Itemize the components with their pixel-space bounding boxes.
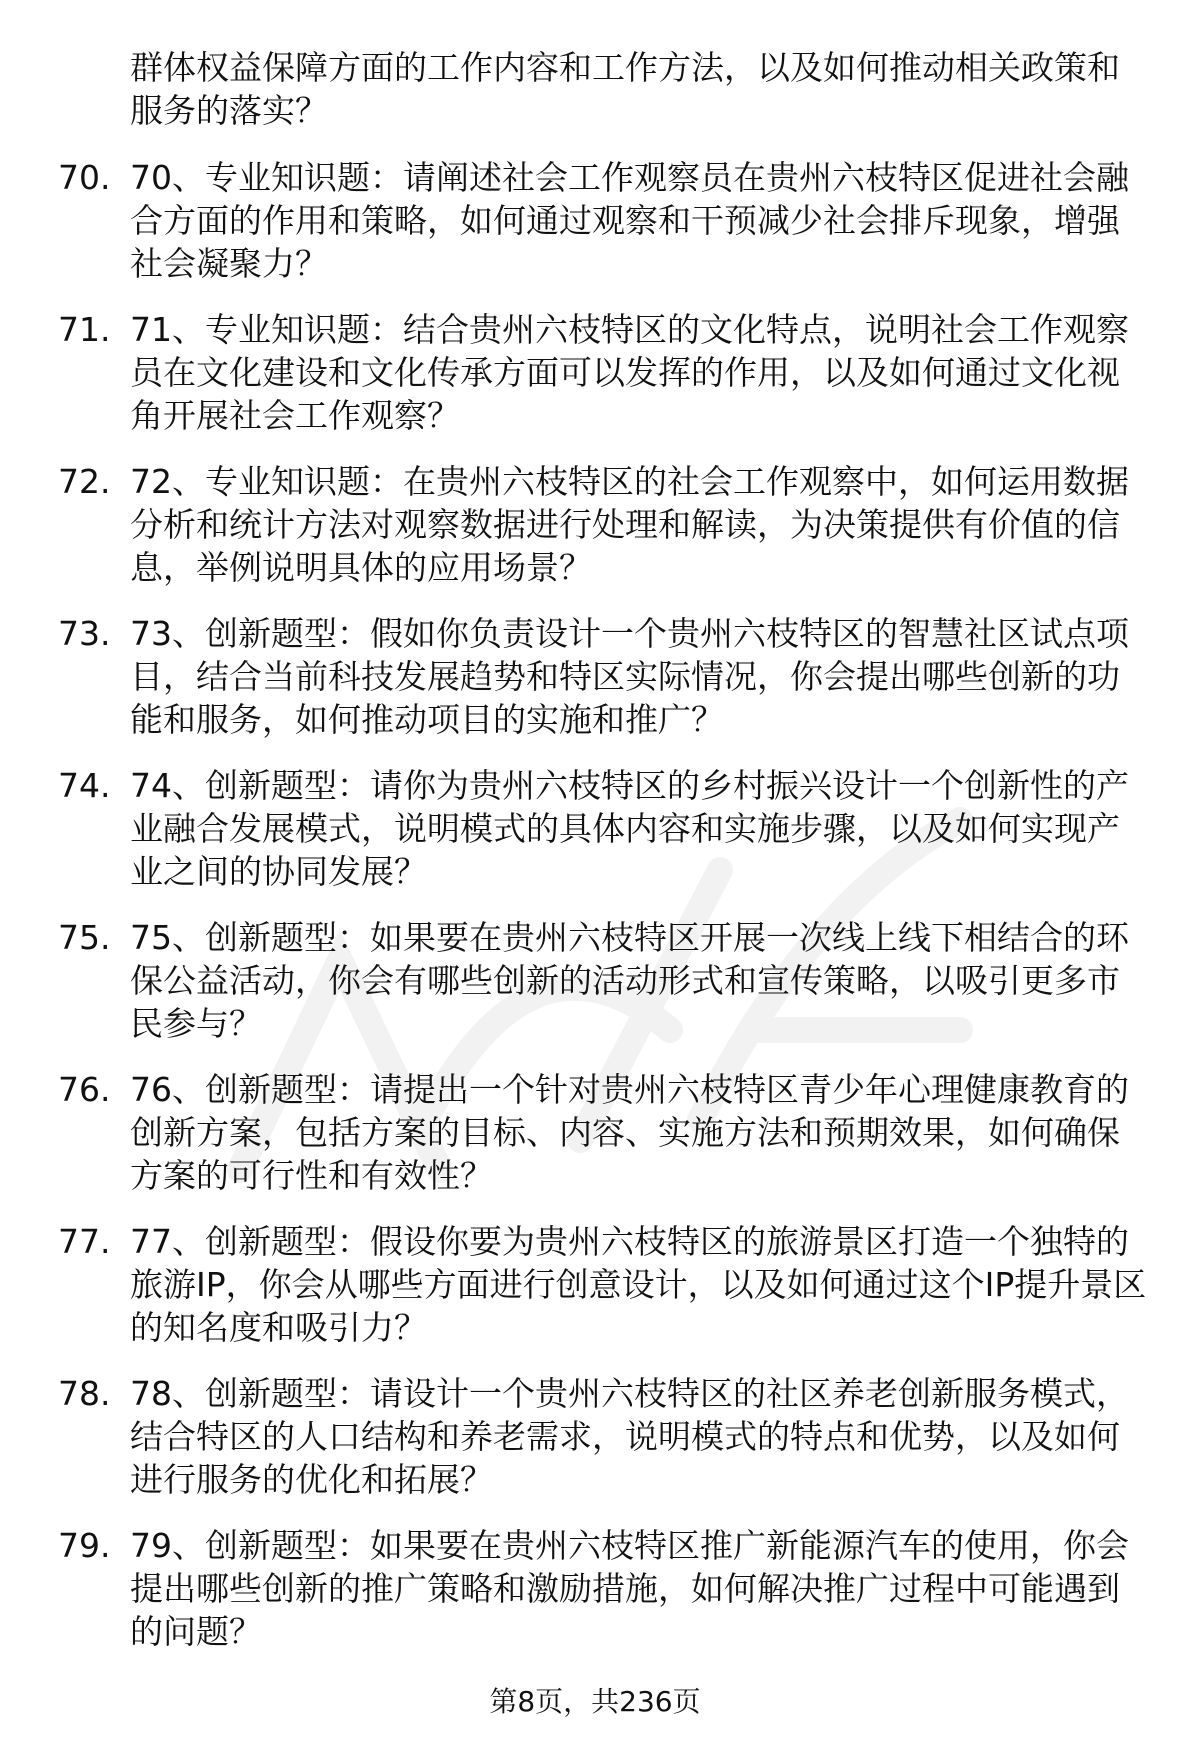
item-text: 75、创新题型：如果要在贵州六枝特区开展一次线上线下相结合的环保公益活动，你会有哪些创新的活动形式和宣传策略，以吸引更多市民参与？ <box>130 918 1129 1043</box>
list-item <box>58 156 1148 285</box>
item-text: 79、创新题型：如果要在贵州六枝特区推广新能源汽车的使用，你会提出哪些创新的推广策略和激励措施，如何解决推广过程中可能遇到的问题？ <box>130 1526 1129 1651</box>
item-number: 79. <box>58 1526 111 1565</box>
item-text: 73、创新题型：假如你负责设计一个贵州六枝特区的智慧社区试点项目，结合当前科技发展趋势和特区实际情况，你会提出哪些创新的功能和服务，如何推动项目的实施和推广？ <box>130 614 1129 739</box>
item-number: 78. <box>58 1374 111 1413</box>
list-item <box>58 1524 1148 1653</box>
list-item <box>58 308 1148 437</box>
item-number: 72. <box>58 462 111 501</box>
question-list <box>58 46 1148 1676</box>
item-number: 71. <box>58 310 111 349</box>
item-text: 72、专业知识题：在贵州六枝特区的社会工作观察中，如何运用数据分析和统计方法对观察数据进行处理和解读，为决策提供有价值的信息，举例说明具体的应用场景？ <box>130 462 1129 587</box>
list-item <box>58 460 1148 589</box>
continued-question-text: 群体权益保障方面的工作内容和工作方法，以及如何推动相关政策和服务的落实？ <box>130 48 1120 130</box>
page-footer: 第8页，共236页 <box>489 1685 701 1718</box>
item-text: 76、创新题型：请提出一个针对贵州六枝特区青少年心理健康教育的创新方案，包括方案的目标、内容、实施方法和预期效果，如何确保方案的可行性和有效性？ <box>130 1070 1129 1195</box>
list-item <box>58 612 1148 741</box>
list-item <box>58 764 1148 893</box>
item-number: 73. <box>58 614 111 653</box>
item-number: 75. <box>58 918 111 957</box>
list-item <box>58 1068 1148 1197</box>
item-text: 71、专业知识题：结合贵州六枝特区的文化特点，说明社会工作观察员在文化建设和文化传承方面可以发挥的作用，以及如何通过文化视角开展社会工作观察？ <box>130 310 1129 435</box>
list-item <box>58 1220 1148 1349</box>
list-item <box>58 1372 1148 1501</box>
item-text: 78、创新题型：请设计一个贵州六枝特区的社区养老创新服务模式，结合特区的人口结构和养老需求，说明模式的特点和优势，以及如何进行服务的优化和拓展？ <box>130 1374 1129 1499</box>
item-text: 70、专业知识题：请阐述社会工作观察员在贵州六枝特区促进社会融合方面的作用和策略，如何通过观察和干预减少社会排斥现象，增强社会凝聚力？ <box>130 158 1129 283</box>
item-number: 76. <box>58 1070 111 1109</box>
item-text: 77、创新题型：假设你要为贵州六枝特区的旅游景区打造一个独特的旅游IP，你会从哪些方面进行创意设计，以及如何通过这个IP提升景区的知名度和吸引力？ <box>130 1222 1147 1347</box>
item-number: 74. <box>58 766 111 805</box>
list-item <box>58 916 1148 1045</box>
item-number: 70. <box>58 158 111 197</box>
item-number: 77. <box>58 1222 111 1261</box>
item-text: 74、创新题型：请你为贵州六枝特区的乡村振兴设计一个创新性的产业融合发展模式，说明模式的具体内容和实施步骤，以及如何实现产业之间的协同发展？ <box>130 766 1129 891</box>
